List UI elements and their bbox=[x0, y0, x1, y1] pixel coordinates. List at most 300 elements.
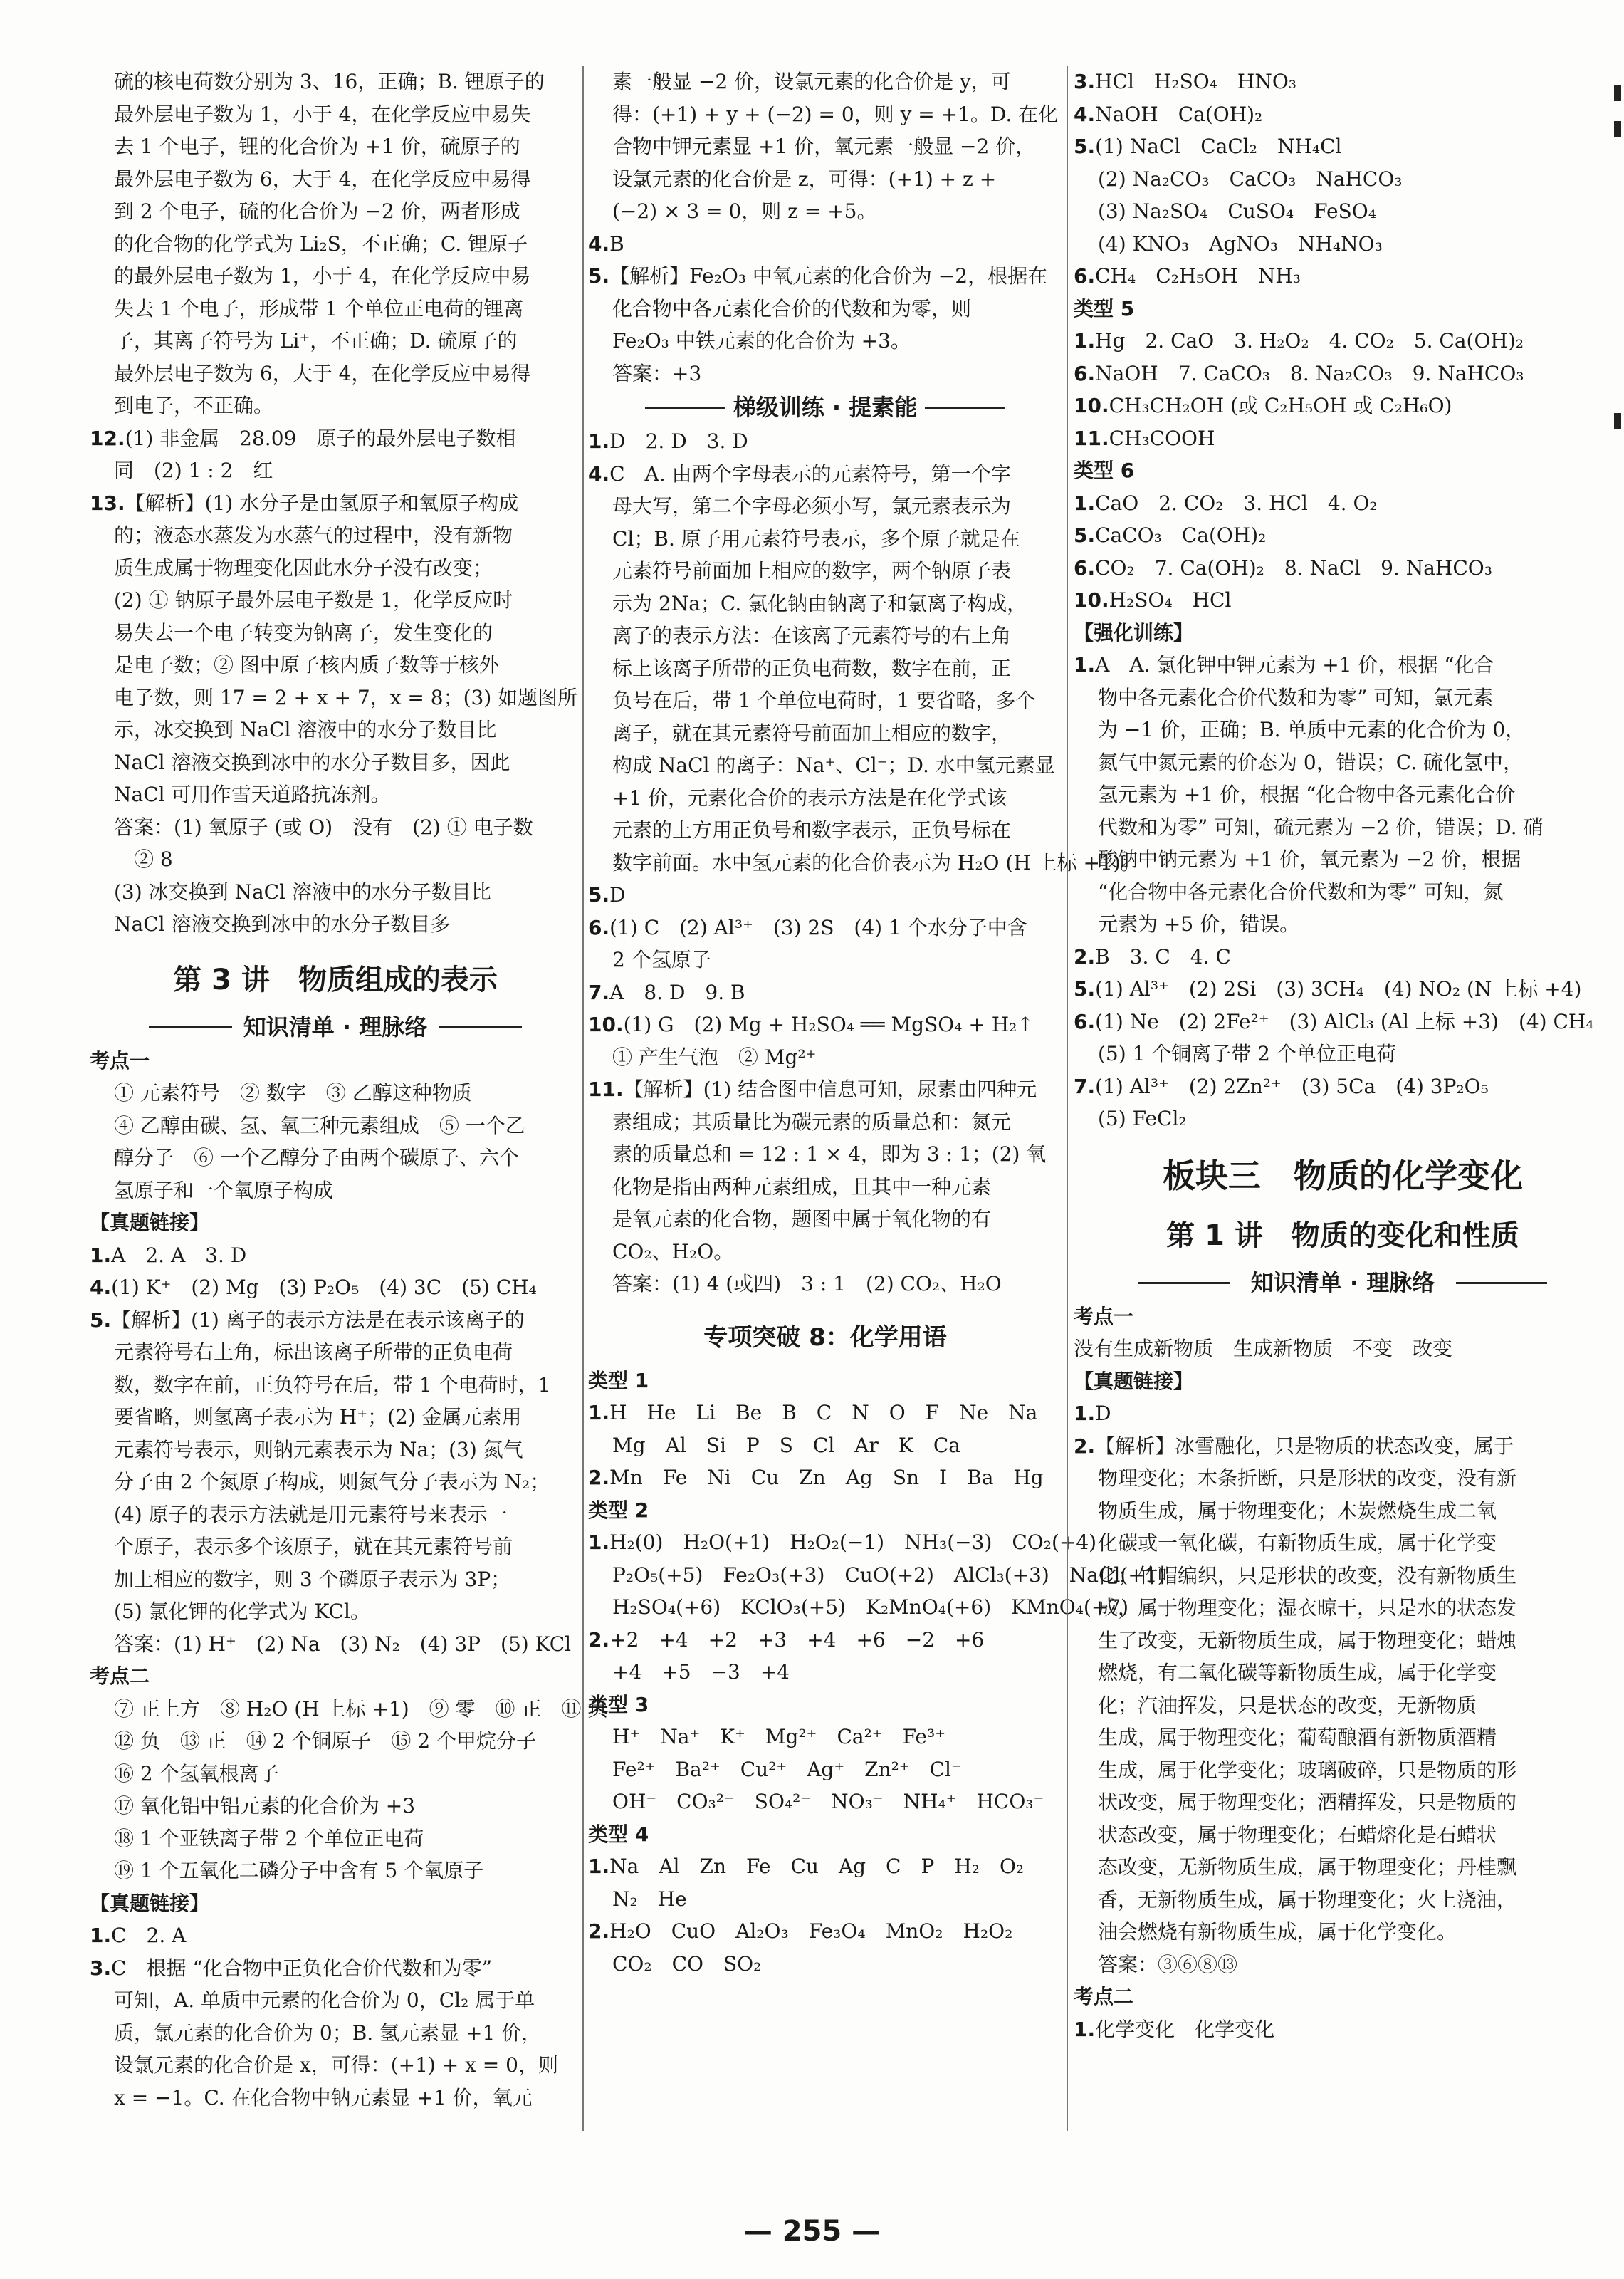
answer-line bbox=[588, 1397, 1062, 1429]
answer-line bbox=[588, 358, 1062, 390]
answer-line bbox=[90, 843, 581, 876]
answer-line bbox=[90, 1174, 581, 1207]
line-text: (1) G (2) Mg + H₂SO₄ ══ MgSO₄ + H₂↑ bbox=[623, 1013, 1034, 1036]
answer-line bbox=[90, 1110, 581, 1142]
line-text: 数字前面。水中氢元素的化合价表示为 H₂O (H 上标 +1)。 bbox=[612, 850, 1141, 875]
question-number: 1. bbox=[588, 429, 610, 453]
line-text: (3) 冰交换到 NaCl 溶液中的水分子数目比 bbox=[114, 880, 491, 904]
line-text: 化物是指由两种元素组成，且其中一种元素 bbox=[612, 1174, 992, 1199]
question-number: 1. bbox=[90, 1924, 112, 1947]
answer-line bbox=[1074, 1884, 1612, 1916]
line-text: 失去 1 个电子，形成带 1 个单位正电荷的锂离 bbox=[114, 296, 524, 320]
line-text: NaCl 溶液交换到冰中的水分子数目多，因此 bbox=[114, 750, 510, 774]
answer-line bbox=[1074, 519, 1612, 552]
line-text: ⑰ 氧化铝中铝元素的化合价为 +3 bbox=[114, 1794, 416, 1818]
question-number: 6. bbox=[1074, 1009, 1096, 1033]
answer-line bbox=[588, 1559, 1165, 1592]
line-text: 电子数，则 17 = 2 + x + 7，x = 8；(3) 如题图所 bbox=[114, 685, 578, 709]
answer-line bbox=[588, 1106, 1062, 1139]
line-text: CaCO₃ Ca(OH)₂ bbox=[1095, 523, 1267, 547]
answer-line bbox=[1074, 1592, 1612, 1624]
question-number: 1. bbox=[588, 1401, 610, 1424]
line-text: CH₄ C₂H₅OH NH₃ bbox=[1095, 264, 1301, 288]
line-text: 可知，A. 单质中元素的化合价为 0，Cl₂ 属于单 bbox=[114, 1988, 535, 2012]
section-banner bbox=[1074, 1265, 1612, 1300]
line-text: 答案：③⑥⑧⑬ bbox=[1098, 1952, 1238, 1976]
line-text: (3) Na₂SO₄ CuSO₄ FeSO₄ bbox=[1098, 199, 1376, 223]
answer-line bbox=[588, 130, 1062, 163]
answer-line bbox=[588, 195, 1062, 228]
line-text: +1 价，元素化合价的表示方法是在化学式该 bbox=[612, 786, 1007, 810]
answer-line bbox=[1074, 163, 1612, 196]
subsection-heading: 【真题链接】 bbox=[90, 1211, 210, 1234]
answer-line bbox=[588, 782, 1062, 815]
line-text: 硫的核电荷数分别为 3、16，正确；B. 锂原子的 bbox=[114, 70, 545, 93]
line-text: 构成 NaCl 的离子：Na⁺、Cl⁻；D. 水中氢元素显 bbox=[612, 753, 1055, 777]
line-text: 素的质量总和 = 12 : 1 × 4，即为 3 : 1；(2) 氧 bbox=[612, 1142, 1047, 1166]
line-text: ⑦ 正上方 ⑧ H₂O (H 上标 +1) ⑨ 零 ⑩ 正 ⑪ 负 bbox=[114, 1696, 608, 1721]
answer-line bbox=[90, 1563, 581, 1596]
answer-line bbox=[588, 879, 1062, 912]
question-number: 1. bbox=[588, 1855, 610, 1878]
answer-line bbox=[90, 293, 581, 325]
answer-line bbox=[90, 1530, 581, 1563]
line-text: (1) C (2) Al³⁺ (3) 2S (4) 1 个水分子中含 bbox=[609, 915, 1027, 939]
line-text: 的最外层电子数为 1，小于 4，在化学反应中易 bbox=[114, 264, 531, 288]
answer-line bbox=[1074, 1495, 1612, 1528]
line-text: 子，其离子符号为 Li⁺，不正确；D. 硫原子的 bbox=[114, 329, 518, 353]
answer-line bbox=[1074, 2013, 1612, 2046]
line-text: (4) 原子的表示方法就是用元素符号来表示一 bbox=[114, 1502, 508, 1526]
question-number: 2. bbox=[588, 1919, 610, 1943]
answer-line bbox=[90, 195, 581, 228]
question-number: 1. bbox=[1074, 491, 1096, 515]
banner-text: 梯级训练 · 提素能 bbox=[733, 394, 918, 421]
line-text: 氢原子和一个氧原子构成 bbox=[114, 1178, 334, 1202]
line-text: OH⁻ CO₃²⁻ SO₄²⁻ NO₃⁻ NH₄⁺ HCO₃⁻ bbox=[612, 1790, 1044, 1813]
answer-line bbox=[588, 1203, 1062, 1236]
answer-line bbox=[588, 1461, 1062, 1494]
answer-line bbox=[588, 1591, 1129, 1624]
answer-line bbox=[588, 1656, 1062, 1689]
spacer bbox=[1074, 1135, 1612, 1145]
answer-line bbox=[588, 1753, 1062, 1786]
answer-line bbox=[1074, 1657, 1612, 1689]
line-text: NaCl 溶液交换到冰中的水分子数目多 bbox=[114, 912, 451, 936]
line-text: C 根据 “化合物中正负化合价代数和为零” bbox=[111, 1956, 493, 1980]
answer-line bbox=[90, 1758, 581, 1790]
answer-line bbox=[1074, 1102, 1612, 1135]
answer-line bbox=[90, 1693, 608, 1726]
answer-line bbox=[90, 746, 581, 779]
answer-line bbox=[90, 422, 581, 455]
answer-line bbox=[90, 1369, 581, 1402]
line-text: 化合物中各元素化合价的代数和为零，则 bbox=[612, 296, 972, 320]
line-text: 元素符号右上角，标出该离子所带的正负电荷 bbox=[114, 1340, 513, 1364]
answer-line bbox=[90, 1984, 581, 2017]
question-number: 2. bbox=[1074, 944, 1096, 969]
answer-line bbox=[588, 749, 1062, 782]
line-text: 到电子，不正确。 bbox=[114, 394, 274, 417]
question-number: 6. bbox=[1074, 264, 1096, 288]
answer-line bbox=[1074, 390, 1612, 422]
answer-line bbox=[1074, 1560, 1612, 1592]
answer-line bbox=[90, 454, 581, 487]
answer-line bbox=[588, 66, 1062, 98]
line-text: (1) Ne (2) 2Fe²⁺ (3) AlCl₃ (Al 上标 +3) (4) CH₄ bbox=[1095, 1009, 1594, 1033]
line-text: 个原子，表示多个该原子，就在其元素符号前 bbox=[114, 1535, 513, 1558]
answer-line bbox=[90, 876, 581, 909]
line-text: (5) 氯化钾的化学式为 KCl。 bbox=[114, 1600, 371, 1623]
answer-line bbox=[90, 1239, 581, 1272]
answer-line bbox=[588, 944, 1062, 976]
subsection-heading: 类型 4 bbox=[588, 1822, 649, 1846]
answer-line bbox=[90, 358, 581, 390]
answer-line bbox=[588, 1948, 1062, 1981]
line-text: A 2. A 3. D bbox=[111, 1243, 247, 1267]
line-text: 化；汽油挥发，只是状态的改变，无新物质 bbox=[1098, 1693, 1477, 1717]
answer-line bbox=[1074, 746, 1612, 779]
answer-line bbox=[588, 1236, 1062, 1268]
line-text: NaCl 可用作雪天道路抗冻剂。 bbox=[114, 783, 391, 806]
section-banner bbox=[90, 1009, 581, 1045]
answer-line bbox=[588, 1915, 1062, 1948]
line-text: 答案：(1) 4 (或四) 3 : 1 (2) CO₂、H₂O bbox=[612, 1272, 1002, 1295]
answer-line bbox=[90, 1822, 581, 1855]
answer-line bbox=[90, 163, 581, 196]
line-text: 物中各元素化合价代数和为零” 可知，氯元素 bbox=[1098, 685, 1494, 709]
answer-line bbox=[1074, 1333, 1612, 1365]
line-text: ① 产生气泡 ② Mg²⁺ bbox=[612, 1045, 817, 1069]
spacer bbox=[90, 941, 581, 951]
question-number: 13. bbox=[90, 491, 125, 515]
section-title: 专项突破 8：化学用语 bbox=[703, 1323, 947, 1352]
line-text: 得：(+1) + y + (−2) = 0，则 y = +1。D. 在化 bbox=[612, 102, 1059, 126]
answer-line bbox=[90, 390, 581, 422]
answer-line bbox=[90, 1077, 581, 1110]
answer-line bbox=[1074, 811, 1612, 844]
answer-line bbox=[1074, 552, 1612, 585]
line-text: 氮气中氮元素的价态为 0，错误；C. 硫化氢中， bbox=[1098, 750, 1523, 774]
subsection-heading: 【真题链接】 bbox=[1074, 1369, 1194, 1393]
line-text: 状改变，属于物理变化；酒精挥发，只是物质的 bbox=[1098, 1790, 1517, 1814]
line-text: H₂O CuO Al₂O₃ Fe₃O₄ MnO₂ H₂O₂ bbox=[609, 1919, 1013, 1943]
line-text: 答案：(1) H⁺ (2) Na (3) N₂ (4) 3P (5) KCl bbox=[114, 1632, 572, 1656]
line-text: (5) 1 个铜离子带 2 个单位正电荷 bbox=[1098, 1042, 1396, 1065]
line-text: HCl H₂SO₄ HNO₃ bbox=[1095, 70, 1297, 93]
answer-line bbox=[90, 617, 581, 650]
line-text: +4 +5 −3 +4 bbox=[612, 1660, 790, 1684]
line-text: C 2. A bbox=[111, 1924, 187, 1947]
question-number: 10. bbox=[1074, 394, 1109, 417]
column-divider bbox=[1067, 66, 1068, 2131]
answer-line bbox=[588, 325, 1062, 358]
answer-line bbox=[588, 588, 1062, 620]
answer-line bbox=[90, 66, 581, 98]
question-number: 2. bbox=[588, 1627, 610, 1652]
question-number: 4. bbox=[90, 1276, 112, 1299]
answer-line bbox=[1074, 1819, 1612, 1852]
line-text: 到 2 个电子，硫的化合价为 −2 价，两者形成 bbox=[114, 199, 520, 223]
line-text: H⁺ Na⁺ K⁺ Mg²⁺ Ca²⁺ Fe³⁺ bbox=[612, 1725, 946, 1748]
answer-line bbox=[1074, 1527, 1612, 1560]
line-text: CH₃COOH bbox=[1109, 426, 1215, 450]
answer-line bbox=[1074, 98, 1612, 131]
line-text: 示为 2Na；C. 氯化钠由钠离子和氯离子构成， bbox=[612, 591, 1027, 615]
answer-line bbox=[1074, 358, 1612, 390]
answer-line bbox=[1074, 941, 1612, 974]
line-text: “化合物中各元素化合价代数和为零” 可知，氮 bbox=[1098, 880, 1504, 904]
line-text: 分子由 2 个氮原子构成，则氮气分子表示为 N₂； bbox=[114, 1470, 550, 1493]
answer-line bbox=[90, 2017, 581, 2050]
line-text: B bbox=[609, 231, 624, 256]
answer-line bbox=[1074, 682, 1612, 714]
answer-line bbox=[90, 1304, 581, 1337]
subsection-heading: 类型 6 bbox=[1074, 459, 1135, 482]
column-divider bbox=[582, 66, 584, 2131]
line-text: 母大写，第二个字母必须小写，氯元素表示为 bbox=[612, 494, 1012, 518]
line-text: 的化合物的化学式为 Li₂S，不正确；C. 锂原子 bbox=[114, 231, 528, 256]
line-text: ② 8 bbox=[114, 848, 173, 871]
answer-line bbox=[588, 1526, 1097, 1559]
answer-line bbox=[588, 523, 1062, 556]
answer-line bbox=[588, 1171, 1062, 1204]
subsection-heading: 考点二 bbox=[90, 1664, 150, 1688]
question-number: 1. bbox=[1074, 1402, 1096, 1425]
answer-line bbox=[90, 649, 581, 682]
answer-line bbox=[90, 584, 581, 617]
subsection-heading: 【强化训练】 bbox=[1074, 620, 1194, 645]
answer-line bbox=[90, 325, 581, 358]
answer-line bbox=[1074, 1949, 1612, 1981]
line-text: (5) FeCl₂ bbox=[1098, 1107, 1187, 1130]
answer-line bbox=[588, 1850, 1062, 1883]
line-text: 去 1 个电子，锂的化合价为 +1 价，硫原子的 bbox=[114, 135, 520, 158]
line-text: Mn Fe Ni Cu Zn Ag Sn I Ba Hg bbox=[609, 1466, 1044, 1489]
line-text: (2) ① 钠原子最外层电子数是 1，化学反应时 bbox=[114, 588, 513, 612]
line-text: 标上该离子所带的正负电荷数，数字在前，正 bbox=[612, 656, 1012, 680]
answer-line bbox=[90, 682, 581, 714]
answer-line bbox=[90, 260, 581, 293]
answer-line bbox=[588, 1624, 1062, 1657]
line-text: 元素为 +5 价，错误。 bbox=[1098, 912, 1300, 936]
question-number: 4. bbox=[588, 231, 610, 256]
line-text: 2 个氢原子 bbox=[612, 948, 711, 971]
line-text: ⑯ 2 个氢氧根离子 bbox=[114, 1761, 279, 1785]
answer-line bbox=[90, 228, 581, 261]
question-number: 6. bbox=[588, 915, 610, 939]
answer-line bbox=[588, 1429, 1062, 1462]
line-text: 素一般显 −2 价，设氯元素的化合价是 y，可 bbox=[612, 70, 1011, 93]
line-text: Cl；B. 原子用元素符号表示，多个原子就是在 bbox=[612, 526, 1020, 551]
answer-line bbox=[588, 490, 1062, 523]
question-number: 4. bbox=[1074, 102, 1096, 126]
answer-line bbox=[90, 98, 581, 131]
question-number: 5. bbox=[1074, 135, 1096, 158]
answer-line bbox=[1074, 1038, 1612, 1070]
line-text: 成，属于物理变化；湿衣晾干，只是水的状态发 bbox=[1098, 1596, 1517, 1620]
question-number: 5. bbox=[90, 1308, 112, 1332]
question-number: 7. bbox=[1074, 1074, 1096, 1098]
line-text: C A. 由两个字母表示的元素符号，第一个字 bbox=[609, 461, 1011, 486]
answer-line bbox=[90, 1595, 581, 1628]
answer-line bbox=[1074, 584, 1612, 617]
line-text: 素组成；其质量比为碳元素的质量总和：氮元 bbox=[612, 1110, 1012, 1134]
answer-line bbox=[588, 620, 1062, 652]
line-text: 设氯元素的化合价是 x，可得：(+1) + x = 0，则 bbox=[114, 2053, 558, 2077]
answer-line bbox=[588, 1883, 1062, 1916]
line-text: D 2. D 3. D bbox=[609, 429, 748, 453]
lecture-title: 第 1 讲 物质的变化和性质 bbox=[1166, 1219, 1519, 1252]
line-text: CO₂、H₂O。 bbox=[612, 1239, 734, 1263]
answer-line bbox=[90, 487, 581, 520]
answer-line bbox=[588, 555, 1062, 588]
line-text: 元素的上方用正负号和数字表示，正负号标在 bbox=[612, 818, 1012, 842]
line-text: 生了改变，无新物质生成，属于物理变化；蜡烛 bbox=[1098, 1628, 1517, 1652]
line-text: 香，无新物质生成，属于物理变化；火上浇油， bbox=[1098, 1887, 1517, 1912]
line-text: 是电子数；② 图中原子核内质子数等于核外 bbox=[114, 653, 499, 677]
line-text: NaOH Ca(OH)₂ bbox=[1095, 102, 1263, 126]
question-number: 5. bbox=[588, 883, 610, 907]
line-text: Fe²⁺ Ba²⁺ Cu²⁺ Ag⁺ Zn²⁺ Cl⁻ bbox=[612, 1757, 962, 1781]
column-right bbox=[1074, 66, 1612, 2045]
question-number: 5. bbox=[588, 264, 610, 288]
line-text: (1) K⁺ (2) Mg (3) P₂O₅ (4) 3C (5) CH₄ bbox=[111, 1276, 537, 1299]
answer-line bbox=[588, 163, 1062, 196]
question-number: 6. bbox=[1074, 361, 1096, 385]
answer-line bbox=[588, 1785, 1062, 1818]
line-text: P₂O₅(+5) Fe₂O₃(+3) CuO(+2) AlCl₃(+3) NaCl(+1) bbox=[612, 1563, 1165, 1587]
answer-line bbox=[588, 1721, 1062, 1753]
answer-line bbox=[588, 976, 1062, 1009]
line-text: 示，冰交换到 NaCl 溶液中的水分子数目比 bbox=[114, 718, 497, 741]
line-text: N₂ He bbox=[612, 1887, 687, 1911]
page-number: — 255 — bbox=[743, 2215, 881, 2248]
line-text: CaO 2. CO₂ 3. HCl 4. O₂ bbox=[1095, 491, 1378, 515]
answer-line bbox=[588, 458, 1062, 491]
question-number: 11. bbox=[1074, 426, 1109, 450]
line-text: 加上相应的数字，则 3 个磷原子表示为 3P； bbox=[114, 1567, 511, 1591]
column-left bbox=[90, 66, 608, 2114]
answer-line bbox=[90, 2049, 581, 2082]
line-text: 离子的表示方法：在该离子元素符号的右上角 bbox=[612, 624, 1012, 647]
edge-marks bbox=[1613, 0, 1624, 2279]
answer-line bbox=[1074, 1786, 1612, 1819]
answer-line bbox=[588, 717, 1062, 750]
subsection-heading: 考点二 bbox=[1074, 1985, 1134, 2008]
answer-line bbox=[588, 425, 1062, 458]
line-text: B 3. C 4. C bbox=[1095, 944, 1231, 969]
line-text: 最外层电子数为 6，大于 4，在化学反应中易得 bbox=[114, 167, 531, 191]
answer-line bbox=[1074, 1070, 1612, 1103]
line-text: 化碳或一氧化碳，有新物质生成，属于化学变 bbox=[1098, 1531, 1497, 1555]
answer-line bbox=[90, 1498, 581, 1531]
line-text: H He Li Be B C N O F Ne Na bbox=[609, 1401, 1038, 1424]
question-number: 10. bbox=[588, 1013, 624, 1036]
line-text: Fe₂O₃ 中铁元素的化合价为 +3。 bbox=[612, 329, 911, 353]
line-text: 质生成属于物理变化因此水分子没有改变； bbox=[114, 556, 493, 580]
answer-line bbox=[90, 1401, 581, 1434]
answer-line bbox=[1074, 649, 1612, 682]
line-text: 化；竹帽编织，只是形状的改变，没有新物质生 bbox=[1098, 1563, 1517, 1587]
answer-line bbox=[1074, 1851, 1612, 1884]
line-text: 油会燃烧有新物质生成，属于化学变化。 bbox=[1098, 1920, 1457, 1944]
answer-line bbox=[90, 1466, 581, 1498]
answer-line bbox=[90, 811, 581, 844]
line-text: 元素符号表示，则钠元素表示为 Na；(3) 氮气 bbox=[114, 1437, 523, 1461]
answer-line bbox=[588, 1138, 1062, 1171]
answer-line bbox=[90, 1952, 581, 1985]
answer-line bbox=[1074, 487, 1612, 520]
line-text: 答案：(1) 氧原子 (或 O) 没有 (2) ① 电子数 bbox=[114, 815, 533, 839]
line-text: H₂SO₄(+6) KClO₃(+5) K₂MnO₄(+6) KMnO₄(+7) bbox=[612, 1595, 1129, 1619]
answer-line bbox=[1074, 876, 1612, 909]
answer-line bbox=[90, 1271, 581, 1304]
line-text: (4) KNO₃ AgNO₃ NH₄NO₃ bbox=[1098, 231, 1383, 256]
answer-line bbox=[1074, 1754, 1612, 1787]
answer-line bbox=[588, 912, 1062, 944]
answer-line bbox=[588, 228, 1062, 261]
question-number: 2. bbox=[588, 1466, 610, 1489]
line-text: A A. 氯化钾中钾元素为 +1 价，根据 “化合 bbox=[1095, 653, 1494, 677]
line-text: (−2) × 3 = 0，则 z = +5。 bbox=[612, 199, 877, 223]
answer-line bbox=[90, 1725, 581, 1758]
question-number: 3. bbox=[90, 1956, 112, 1980]
question-number: 4. bbox=[588, 461, 610, 486]
subsection-heading: 类型 5 bbox=[1074, 296, 1135, 320]
line-text: 【解析】(1) 结合图中信息可知，尿素由四种元 bbox=[623, 1078, 1037, 1101]
line-text: 负号在后，带 1 个单位电荷时，1 要省略，多个 bbox=[612, 689, 1036, 712]
answer-line bbox=[90, 2082, 581, 2114]
answer-line bbox=[1074, 195, 1612, 228]
line-text: ⑲ 1 个五氧化二磷分子中含有 5 个氧原子 bbox=[114, 1859, 484, 1882]
line-text: x = −1。C. 在化合物中钠元素显 +1 价，氧元 bbox=[114, 2085, 533, 2109]
line-text: ⑱ 1 个亚铁离子带 2 个单位正电荷 bbox=[114, 1826, 424, 1850]
answer-line bbox=[588, 293, 1062, 325]
answer-line bbox=[1074, 1689, 1612, 1722]
line-text: ④ 乙醇由碳、氢、氧三种元素组成 ⑤ 一个乙 bbox=[114, 1113, 525, 1137]
answer-line bbox=[1074, 228, 1612, 261]
answer-line bbox=[1074, 908, 1612, 941]
line-text: Mg Al Si P S Cl Ar K Ca bbox=[612, 1433, 960, 1457]
answer-line bbox=[588, 1008, 1062, 1041]
line-text: CO₂ CO SO₂ bbox=[612, 1951, 762, 1976]
subsection-heading: 考点一 bbox=[1074, 1304, 1134, 1328]
question-number: 12. bbox=[90, 426, 125, 450]
line-text: 没有生成新物质 生成新物质 不变 改变 bbox=[1074, 1337, 1453, 1360]
line-text: Hg 2. CaO 3. H₂O₂ 4. CO₂ 5. Ca(OH)₂ bbox=[1095, 329, 1524, 353]
question-number: 5. bbox=[1074, 977, 1096, 1001]
answer-line bbox=[90, 1434, 581, 1466]
line-text: D bbox=[609, 883, 626, 907]
line-text: +2 +4 +2 +3 +4 +6 −2 +6 bbox=[609, 1627, 985, 1652]
answer-line bbox=[90, 778, 581, 811]
question-number: 3. bbox=[1074, 70, 1096, 93]
line-text: 氢元素为 +1 价，根据 “化合物中各元素化合价 bbox=[1098, 783, 1516, 806]
answer-line bbox=[90, 714, 581, 746]
line-text: H₂SO₄ HCl bbox=[1109, 588, 1232, 612]
question-number: 1. bbox=[90, 1243, 112, 1267]
answer-line bbox=[588, 847, 1141, 880]
answer-line bbox=[588, 1041, 1062, 1074]
line-text: 【解析】冰雪融化，只是物质的状态改变，属于 bbox=[1095, 1434, 1514, 1458]
line-text: 醇分子 ⑥ 一个乙醇分子由两个碳原子、六个 bbox=[114, 1146, 519, 1169]
answer-line bbox=[1074, 130, 1612, 163]
line-text: 同 (2) 1 : 2 红 bbox=[114, 459, 273, 482]
answer-line bbox=[1074, 1721, 1612, 1754]
answer-line bbox=[90, 1790, 581, 1822]
line-text: 设氯元素的化合价是 z，可得：(+1) + z + bbox=[612, 167, 997, 191]
